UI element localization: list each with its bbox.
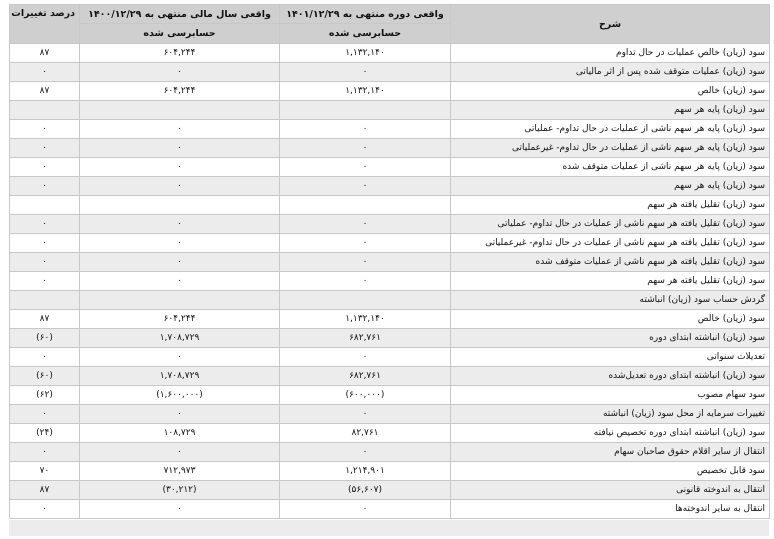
table-row bbox=[10, 272, 770, 291]
table-row bbox=[10, 215, 770, 234]
value-1400: ۰ bbox=[80, 158, 280, 177]
table-row bbox=[10, 500, 770, 519]
table-row bbox=[10, 63, 770, 82]
value-1400: ۰ bbox=[80, 500, 280, 519]
change-percent: (۲۴) bbox=[10, 424, 80, 443]
value-1400 bbox=[80, 291, 280, 310]
value-1400: ۰ bbox=[80, 120, 280, 139]
value-1401: ۰ bbox=[280, 443, 451, 462]
value-1400 bbox=[80, 101, 280, 120]
value-1401: ۰ bbox=[280, 348, 451, 367]
value-1401: ۰ bbox=[280, 215, 451, 234]
row-description: سود (زیان) انباشته ابتدای دوره bbox=[451, 329, 770, 348]
change-percent: ۰ bbox=[10, 348, 80, 367]
table-row bbox=[10, 82, 770, 101]
change-percent: (۶۰) bbox=[10, 367, 80, 386]
table-row bbox=[10, 348, 770, 367]
value-1401: ۱,۱۳۲,۱۴۰ bbox=[280, 82, 451, 101]
value-1401: ۱,۲۱۴,۹۰۱ bbox=[280, 462, 451, 481]
change-percent: ۰ bbox=[10, 443, 80, 462]
row-description: انتقال از سایر اقلام حقوق صاحبان سهام bbox=[451, 443, 770, 462]
change-percent: ۰ bbox=[10, 500, 80, 519]
row-description: سود (زیان) خالص bbox=[451, 310, 770, 329]
value-1401: ۱,۱۳۲,۱۴۰ bbox=[280, 310, 451, 329]
table-row bbox=[10, 405, 770, 424]
row-description: تغییرات سرمایه از محل سود (زیان) انباشته bbox=[451, 405, 770, 424]
row-description: انتقال به سایر اندوخته‌ها bbox=[451, 500, 770, 519]
value-1401: ۰ bbox=[280, 158, 451, 177]
value-1401: ۰ bbox=[280, 500, 451, 519]
header-period-1401: واقعی دوره منتهی به ۱۴۰۱/۱۲/۲۹ bbox=[280, 5, 451, 24]
header-description: شرح bbox=[451, 5, 770, 44]
value-1400: ۰ bbox=[80, 63, 280, 82]
table-row bbox=[10, 120, 770, 139]
change-percent bbox=[10, 101, 80, 120]
row-description: سود سهام مصوب bbox=[451, 386, 770, 405]
change-percent: ۰ bbox=[10, 234, 80, 253]
profit-loss-table bbox=[9, 4, 770, 519]
value-1400 bbox=[80, 196, 280, 215]
row-description: سود (زیان) خالص عملیات در حال تداوم bbox=[451, 44, 770, 63]
change-percent: ۰ bbox=[10, 139, 80, 158]
row-description: سود (زیان) تقلیل یافته هر سهم bbox=[451, 196, 770, 215]
value-1400: ۶۰۴,۲۴۴ bbox=[80, 310, 280, 329]
row-description: سود (زیان) پایه هر سهم ناشی از عملیات در حال تداوم- غیرعملیاتی bbox=[451, 139, 770, 158]
value-1401 bbox=[280, 101, 451, 120]
row-description: سود (زیان) پایه هر سهم ناشی از عملیات متوقف شده bbox=[451, 158, 770, 177]
value-1400: ۰ bbox=[80, 139, 280, 158]
row-description: انتقال به اندوخته قانونی bbox=[451, 481, 770, 500]
value-1400: ۱۰۸,۷۲۹ bbox=[80, 424, 280, 443]
table-row bbox=[10, 177, 770, 196]
value-1400: ۰ bbox=[80, 177, 280, 196]
change-percent: ۸۷ bbox=[10, 82, 80, 101]
value-1400: ۶۰۴,۲۴۴ bbox=[80, 44, 280, 63]
table-body bbox=[10, 44, 770, 519]
value-1401: ۰ bbox=[280, 234, 451, 253]
change-percent: ۰ bbox=[10, 253, 80, 272]
value-1400: ۷۱۲,۹۷۳ bbox=[80, 462, 280, 481]
value-1400: ۰ bbox=[80, 215, 280, 234]
change-percent: ۰ bbox=[10, 272, 80, 291]
change-percent: ۰ bbox=[10, 215, 80, 234]
value-1400: ۰ bbox=[80, 443, 280, 462]
change-percent bbox=[10, 291, 80, 310]
value-1401: ۰ bbox=[280, 139, 451, 158]
table-row bbox=[10, 139, 770, 158]
row-description: سود قابل تخصیص bbox=[451, 462, 770, 481]
value-1401: (۶۰۰,۰۰۰) bbox=[280, 386, 451, 405]
row-description: سود (زیان) عملیات متوقف شده پس از اثر مالیاتی bbox=[451, 63, 770, 82]
row-description: تعدیلات سنواتی bbox=[451, 348, 770, 367]
header-period-1400: واقعی سال مالی منتهی به ۱۴۰۰/۱۲/۲۹ bbox=[80, 5, 280, 24]
value-1401: (۵۶,۶۰۷) bbox=[280, 481, 451, 500]
table-header bbox=[10, 5, 770, 44]
header-audited-1400: حسابرسی شده bbox=[80, 24, 280, 44]
change-percent: ۰ bbox=[10, 63, 80, 82]
value-1400: ۰ bbox=[80, 348, 280, 367]
change-percent: ۰ bbox=[10, 120, 80, 139]
row-description: سود (زیان) تقلیل یافته هر سهم ناشی از عملیات در حال تداوم- عملیاتی bbox=[451, 215, 770, 234]
table-row bbox=[10, 386, 770, 405]
value-1400: ۰ bbox=[80, 272, 280, 291]
value-1401: ۱,۱۳۲,۱۴۰ bbox=[280, 44, 451, 63]
value-1401: ۰ bbox=[280, 253, 451, 272]
table-row bbox=[10, 424, 770, 443]
value-1401: ۶۸۲,۷۶۱ bbox=[280, 367, 451, 386]
header-change-percent: درصد تغییرات bbox=[10, 5, 80, 44]
table-row bbox=[10, 329, 770, 348]
table-row bbox=[10, 462, 770, 481]
table-row bbox=[10, 253, 770, 272]
value-1401: ۰ bbox=[280, 405, 451, 424]
table-footer-strip bbox=[9, 520, 769, 536]
value-1401: ۰ bbox=[280, 120, 451, 139]
change-percent: ۰ bbox=[10, 405, 80, 424]
value-1400: ۶۰۴,۲۴۴ bbox=[80, 82, 280, 101]
change-percent: (۶۰) bbox=[10, 329, 80, 348]
row-description: سود (زیان) تقلیل یافته هر سهم bbox=[451, 272, 770, 291]
table-row bbox=[10, 367, 770, 386]
value-1400: (۱,۶۰۰,۰۰۰) bbox=[80, 386, 280, 405]
table-row bbox=[10, 196, 770, 215]
value-1400: ۰ bbox=[80, 253, 280, 272]
value-1401 bbox=[280, 196, 451, 215]
change-percent: ۸۷ bbox=[10, 44, 80, 63]
value-1401: ۶۸۲,۷۶۱ bbox=[280, 329, 451, 348]
row-description: سود (زیان) پایه هر سهم bbox=[451, 101, 770, 120]
change-percent: (۶۲) bbox=[10, 386, 80, 405]
value-1401 bbox=[280, 291, 451, 310]
change-percent: ۰ bbox=[10, 177, 80, 196]
value-1400: (۳۰,۲۱۲) bbox=[80, 481, 280, 500]
table-row bbox=[10, 310, 770, 329]
table-row bbox=[10, 44, 770, 63]
table-row bbox=[10, 443, 770, 462]
row-description: سود (زیان) خالص bbox=[451, 82, 770, 101]
row-description: سود (زیان) پایه هر سهم bbox=[451, 177, 770, 196]
table-row bbox=[10, 481, 770, 500]
row-description: گردش حساب سود (زیان) انباشته bbox=[451, 291, 770, 310]
table-row bbox=[10, 291, 770, 310]
row-description: سود (زیان) انباشته ابتدای دوره تخصیص نیافته bbox=[451, 424, 770, 443]
value-1401: ۰ bbox=[280, 177, 451, 196]
row-description: سود (زیان) تقلیل یافته هر سهم ناشی از عملیات متوقف شده bbox=[451, 253, 770, 272]
value-1401: ۰ bbox=[280, 63, 451, 82]
change-percent: ۰ bbox=[10, 158, 80, 177]
change-percent bbox=[10, 196, 80, 215]
row-description: سود (زیان) انباشته ابتدای دوره تعدیل‌شده bbox=[451, 367, 770, 386]
row-description: سود (زیان) تقلیل یافته هر سهم ناشی از عملیات در حال تداوم- غیرعملیاتی bbox=[451, 234, 770, 253]
financial-statement-table-container bbox=[9, 4, 769, 519]
change-percent: ۷۰ bbox=[10, 462, 80, 481]
table-row bbox=[10, 158, 770, 177]
value-1400: ۱,۷۰۸,۷۲۹ bbox=[80, 329, 280, 348]
table-row bbox=[10, 234, 770, 253]
change-percent: ۸۷ bbox=[10, 310, 80, 329]
value-1401: ۸۲,۷۶۱ bbox=[280, 424, 451, 443]
value-1400: ۱,۷۰۸,۷۲۹ bbox=[80, 367, 280, 386]
header-audited-1401: حسابرسی شده bbox=[280, 24, 451, 44]
value-1400: ۰ bbox=[80, 405, 280, 424]
value-1401: ۰ bbox=[280, 272, 451, 291]
change-percent: ۸۷ bbox=[10, 481, 80, 500]
value-1400: ۰ bbox=[80, 234, 280, 253]
table-row bbox=[10, 101, 770, 120]
row-description: سود (زیان) پایه هر سهم ناشی از عملیات در حال تداوم- عملیاتی bbox=[451, 120, 770, 139]
